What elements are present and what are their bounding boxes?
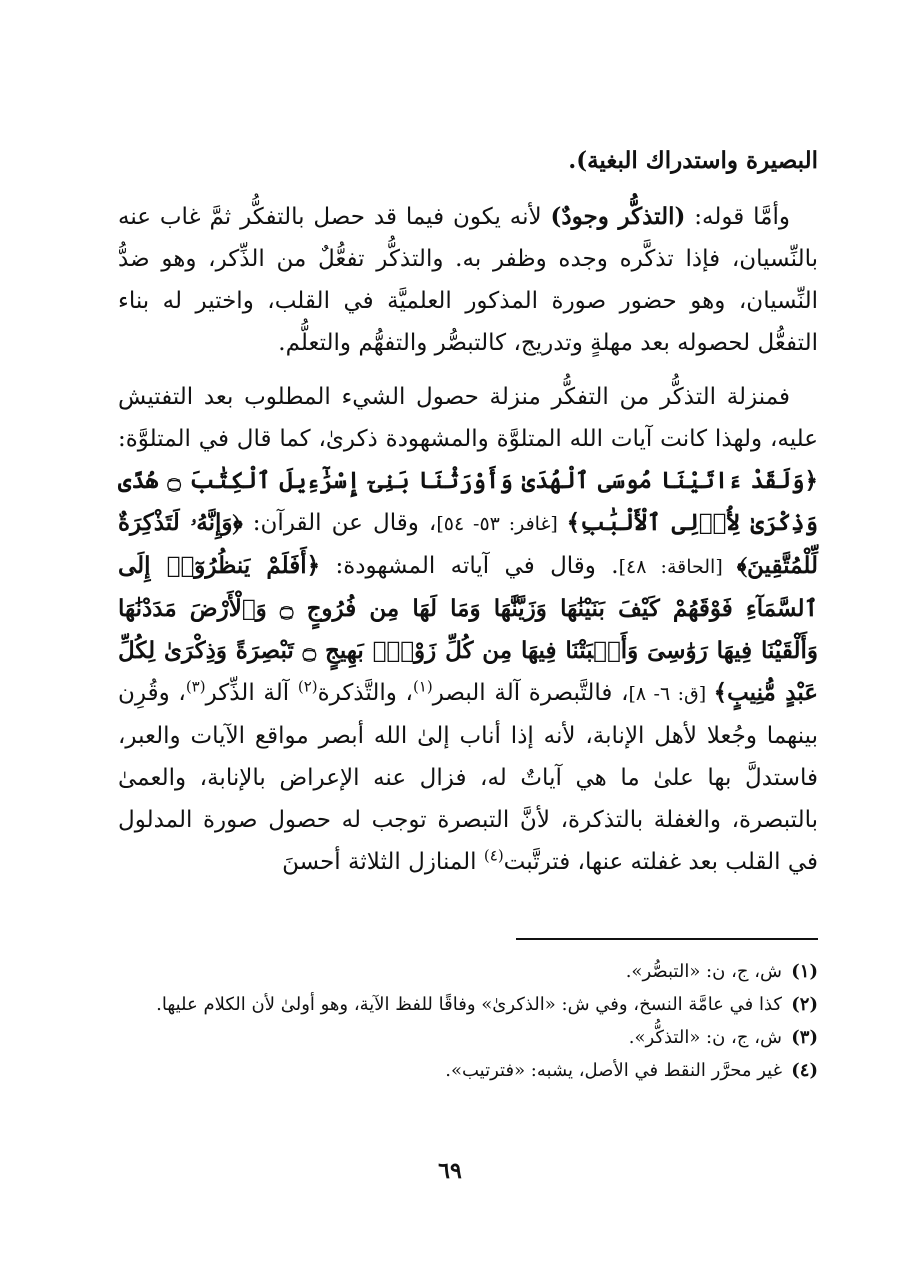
paragraph-1: البصيرة واستدراك البغية).	[568, 147, 818, 174]
p3-text-c: . وقال في آياته المشهودة:	[320, 553, 619, 579]
ref-qaf: [ق: ٦- ٨]	[628, 683, 714, 705]
footnotes	[118, 955, 818, 1087]
p2-rest: لأنه يكون فيما قد حصل بالتفكُّر ثمَّ غاب عنه بالنِّسيان، فإذا تذكَّره وجده وظفر به. والتذكُّر تفعُّلٌ من الذِّكر، وهو ضدُّ النِّسيان، وهو حضور صورة المذكور العلميَّة في القلب، واختير له بناء التفعُّل لحصوله بعد مهلةٍ وتدريج، كالتبصُّر والتفهُّم والتعلُّم.	[118, 204, 818, 356]
footnote-4	[118, 1054, 818, 1087]
footnote-separator	[516, 938, 818, 940]
footnote-2	[118, 988, 818, 1021]
paragraph-2	[118, 196, 818, 364]
page-body	[118, 140, 818, 895]
p3-text-e: ، والتَّذكرة	[317, 680, 413, 706]
quran-verse-ghafir: ﴿وَلَقَدْ ءَاتَيْنَا مُوسَى ٱلْهُدَىٰ وَأَوْرَثْنَا بَنِىٓ إِسْرَٰٓءِيلَ ٱلْكِتَٰبَ ۝ هُدًى وَذِكْرَىٰ لِأُو۟لِى ٱلْأَلْبَٰبِ﴾	[118, 467, 819, 536]
p3-text-h: المنازل الثلاثة أحسنَ	[282, 849, 484, 875]
footnote-1	[118, 955, 818, 988]
p3-text-b: ، وقال عن القرآن:	[242, 510, 437, 536]
footnote-text: غير محرَّر النقط في الأصل، يشبه: «فترتيب».	[445, 1060, 782, 1081]
ref-haqqa: [الحاقة: ٤٨]	[618, 556, 737, 578]
footnote-text: ش، ج، ن: «التذكُّر».	[628, 1027, 782, 1048]
footnote-number: (٢)	[791, 994, 818, 1015]
p3-text-g: ، وقُرِن بينهما وجُعلا لأهل الإنابة، لأنه إذا أناب إلىٰ الله أبصر مواقع الآيات والعبر، فاستدلَّ بها علىٰ ما هي آياتٌ له، فزال عنه الإعراض بالإنابة، والعمىٰ بالتبصرة، والغفلة بالتذكرة، لأنَّ التبصرة توجب له حصول صورة المدلول في القلب بعد غفلته عنها، فترتَّبت	[118, 680, 818, 875]
footnote-ref-3: (٣)	[185, 677, 206, 696]
p3-text-d: ، فالتَّبصرة آلة البصر	[432, 680, 629, 706]
quran-verse-haqqa: ﴿وَإِنَّهُۥ لَتَذْكِرَةٌ لِّلْمُتَّقِينَ﴾	[118, 509, 818, 579]
footnote-text: ش، ج، ن: «التبصُّر».	[625, 961, 782, 982]
footnote-number: (٤)	[791, 1060, 818, 1081]
footnote-text: كذا في عامَّة النسخ، وفي ش: «الذكرىٰ» وفاقًا للفظ الآية، وهو أولىٰ لأن الكلام عليها.	[156, 994, 782, 1015]
footnote-3	[118, 1021, 818, 1054]
p2-quoted-term: (التذكُّر وجودٌ)	[550, 203, 686, 230]
quran-verse-qaf: ﴿أَفَلَمْ يَنظُرُوٓا۟ إِلَى ٱلسَّمَآءِ فَوْقَهُمْ كَيْفَ بَنَيْنَٰهَا وَزَيَّنَّٰهَا وَمَا لَهَا مِن فُرُوجٍ ۝ وَٱلْأَرْضَ مَدَدْنَٰهَا وَأَلْقَيْنَا فِيهَا رَوَٰسِىَ وَأَنۢبَتْنَا فِيهَا مِن كُلِّ زَوْجٍۭ بَهِيجٍ ۝ تَبْصِرَةً وَذِكْرَىٰ لِكُلِّ عَبْدٍ مُّنِيبٍ﴾	[118, 552, 818, 706]
main-text	[118, 140, 818, 883]
paragraph-3	[118, 376, 818, 883]
footnote-ref-1: (١)	[412, 677, 433, 696]
footnote-ref-2: (٢)	[297, 677, 318, 696]
footnote-number: (٣)	[791, 1027, 818, 1048]
p3-text-a: فمنزلة التذكُّر من التفكُّر منزلة حصول الشيء المطلوب بعد التفتيش عليه، ولهذا كانت آيات الله المتلوَّة والمشهودة ذكرىٰ، كما قال في المتلوَّة:	[118, 384, 818, 452]
page-number: ٦٩	[438, 1158, 462, 1184]
footnote-number: (١)	[791, 961, 818, 982]
ref-ghafir: [غافر: ٥٣- ٥٤]	[436, 513, 567, 535]
p2-lead: وأمَّا قوله:	[685, 204, 790, 230]
p3-text-f: آلة الذِّكر	[205, 680, 298, 706]
footnote-ref-4: (٤)	[483, 846, 504, 865]
